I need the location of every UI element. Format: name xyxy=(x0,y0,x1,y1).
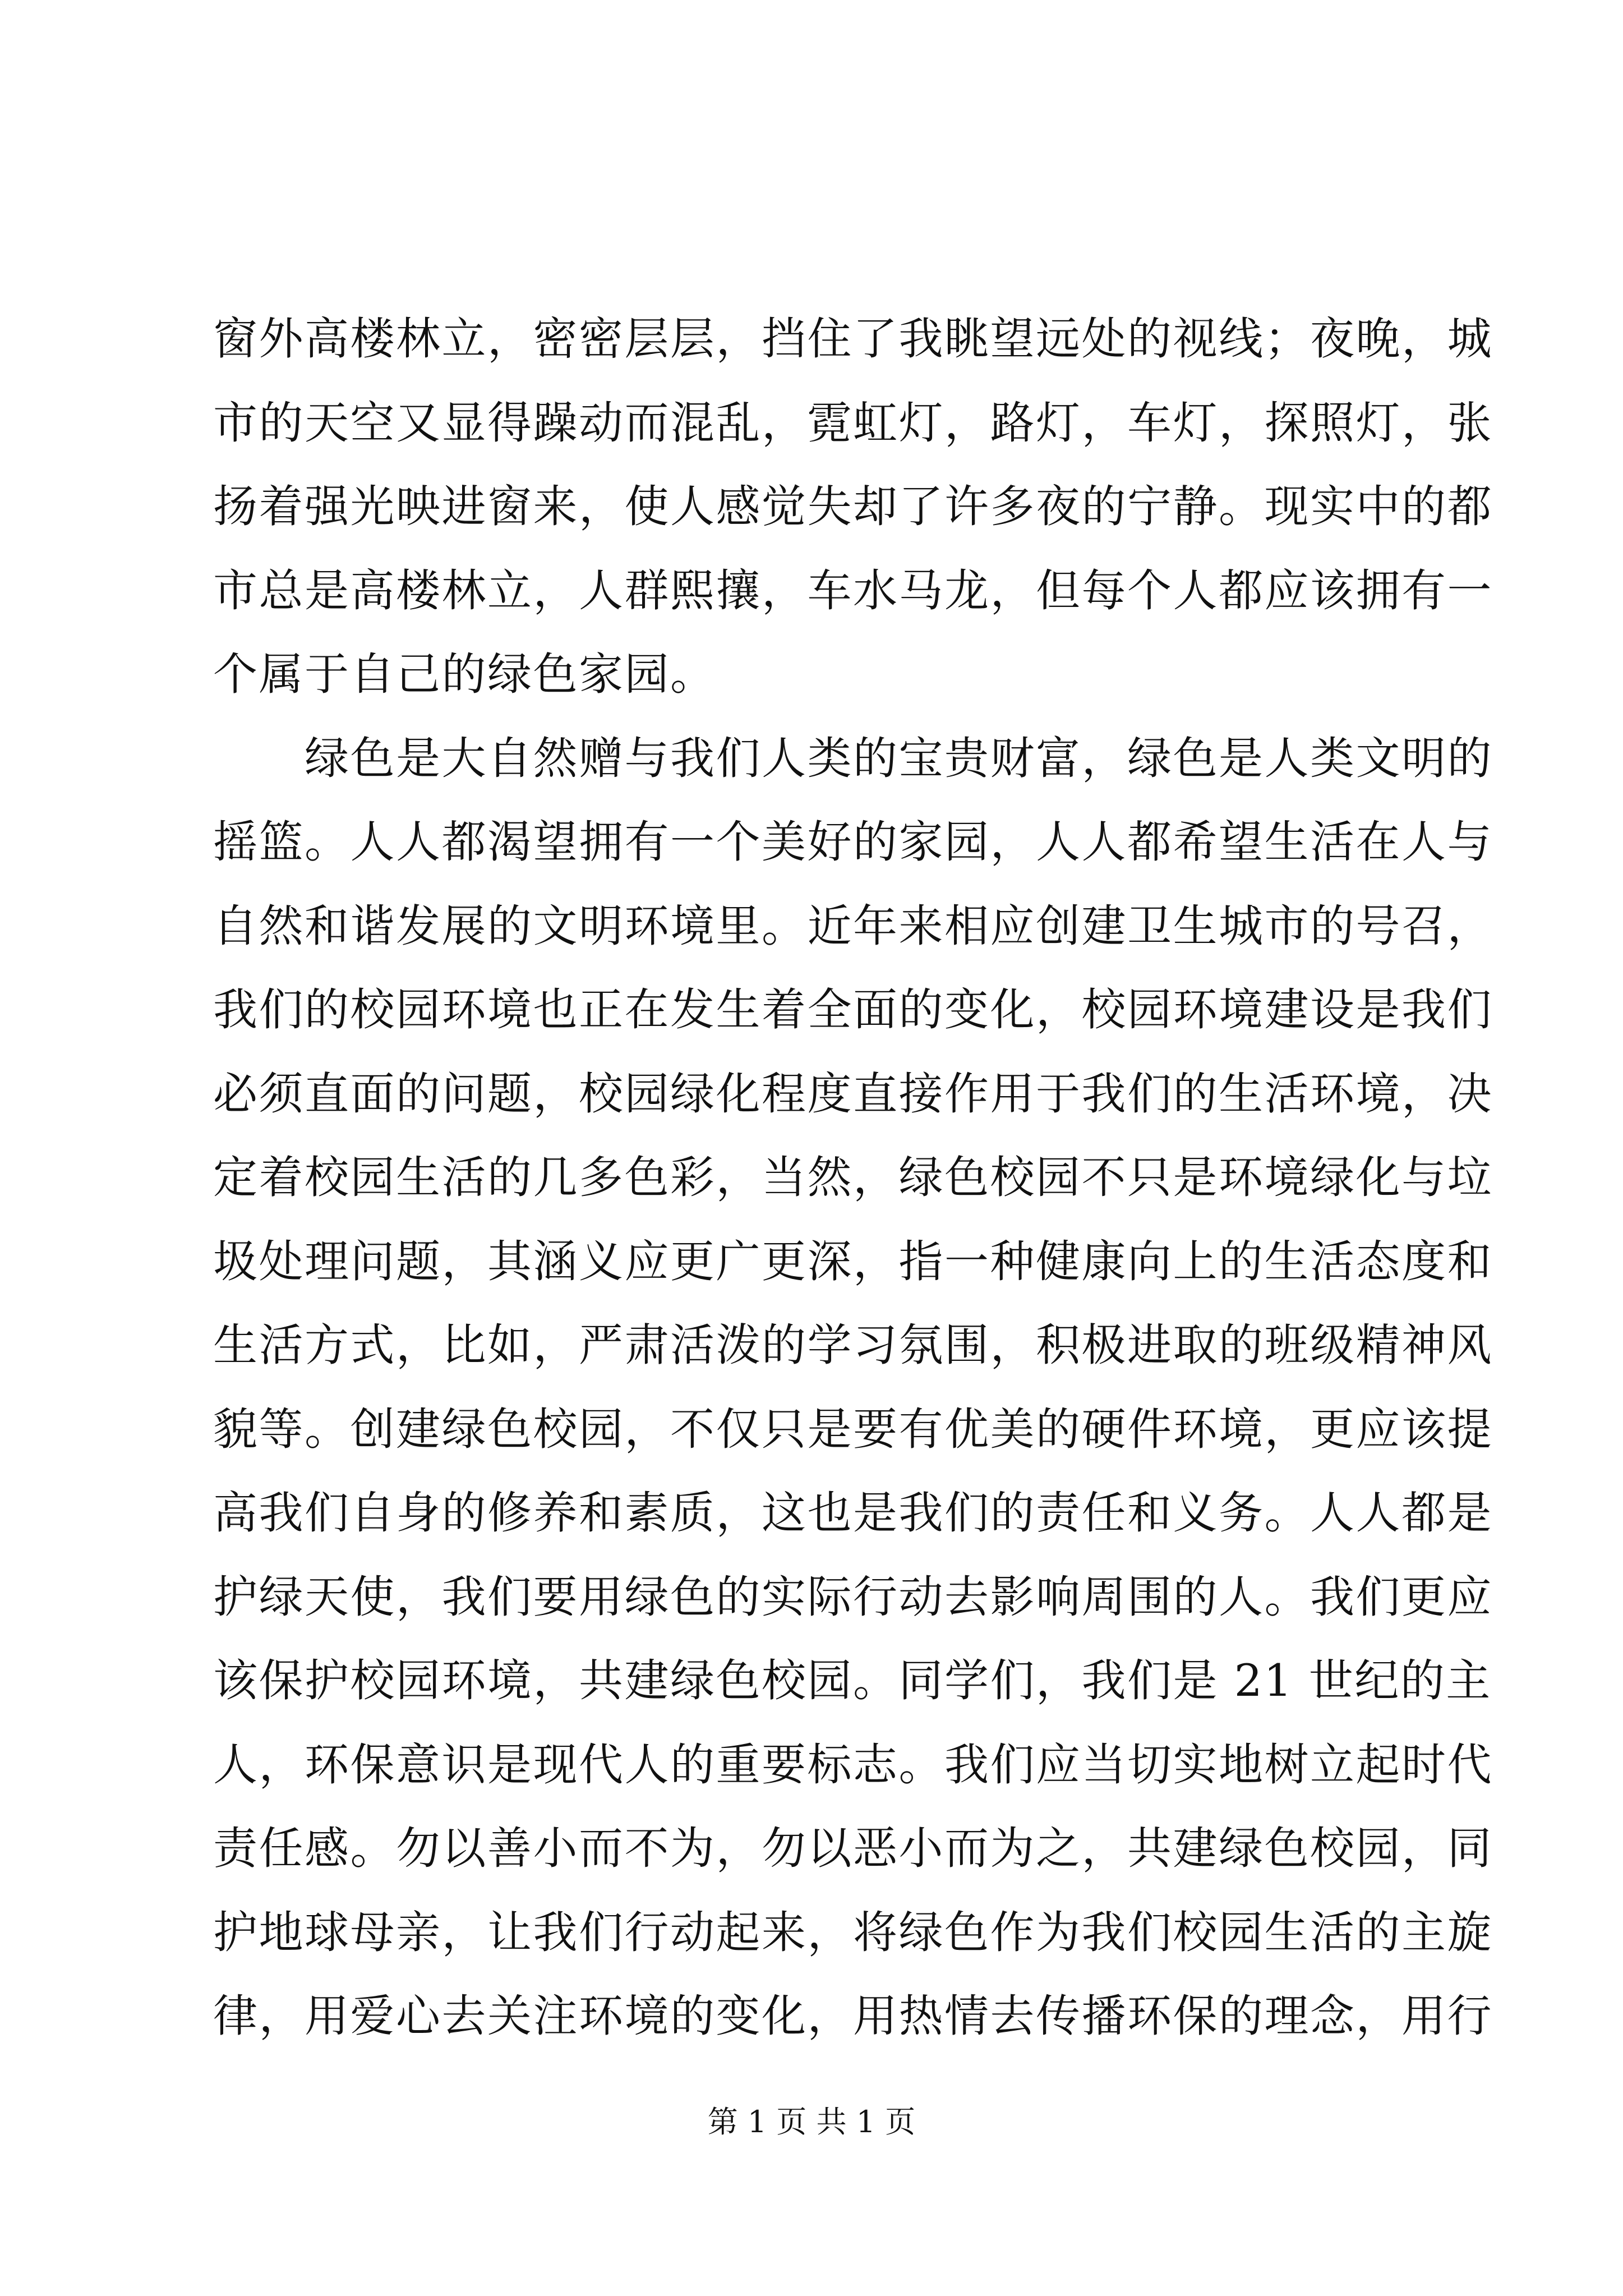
text-line: 自然和谐发展的文明环境里。近年来相应创建卫生城市的号召， xyxy=(213,900,1493,952)
text-line: 定着校园生活的几多色彩，当然，绿色校园不只是环境绿化与垃 xyxy=(213,1152,1493,1203)
text-line: 绿色是大自然赠与我们人类的宝贵财富，绿色是人类文明的 xyxy=(213,732,1493,784)
text-line: 律，用爱心去关注环境的变化，用热情去传播环保的理念，用行 xyxy=(213,1990,1493,2042)
text-line: 貌等。创建绿色校园，不仅只是要有优美的硬件环境，更应该提 xyxy=(213,1403,1493,1455)
text-line: 扬着强光映进窗来，使人感觉失却了许多夜的宁静。现实中的都 xyxy=(213,481,1493,532)
text-line: 该保护校园环境，共建绿色校园。同学们，我们是 21 世纪的主 xyxy=(213,1655,1492,1706)
text-line: 护地球母亲，让我们行动起来，将绿色作为我们校园生活的主旋 xyxy=(213,1906,1493,1958)
text-line: 高我们自身的修养和素质，这也是我们的责任和义务。人人都是 xyxy=(213,1487,1493,1539)
text-line: 责任感。勿以善小而不为，勿以恶小而为之，共建绿色校园，同 xyxy=(213,1823,1493,1874)
text-line: 市总是高楼林立，人群熙攘，车水马龙，但每个人都应该拥有一 xyxy=(213,564,1493,616)
text-line: 人，环保意识是现代人的重要标志。我们应当切实地树立起时代 xyxy=(213,1738,1493,1791)
text-line: 窗外高楼林立，密密层层，挡住了我眺望远处的视线；夜晚，城 xyxy=(213,313,1493,365)
text-line: 市的天空又显得躁动而混乱，霓虹灯，路灯，车灯，探照灯，张 xyxy=(213,397,1493,449)
text-line: 生活方式，比如，严肃活泼的学习氛围，积极进取的班级精神风 xyxy=(213,1319,1493,1371)
text-line: 我们的校园环境也正在发生着全面的变化，校园环境建设是我们 xyxy=(213,984,1493,1036)
text-line: 必须直面的问题，校园绿化程度直接作用于我们的生活环境，决 xyxy=(213,1068,1493,1120)
page-footer: 第 1 页 共 1 页 xyxy=(707,2104,916,2139)
text-line: 摇篮。人人都渴望拥有一个美好的家园，人人都希望生活在人与 xyxy=(213,816,1493,868)
body-text xyxy=(213,297,1493,2059)
text-line: 圾处理问题，其涵义应更广更深，指一种健康向上的生活态度和 xyxy=(213,1235,1493,1287)
text-line: 护绿天使，我们要用绿色的实际行动去影响周围的人。我们更应 xyxy=(213,1571,1493,1623)
text-line: 个属于自己的绿色家园。 xyxy=(213,648,716,700)
